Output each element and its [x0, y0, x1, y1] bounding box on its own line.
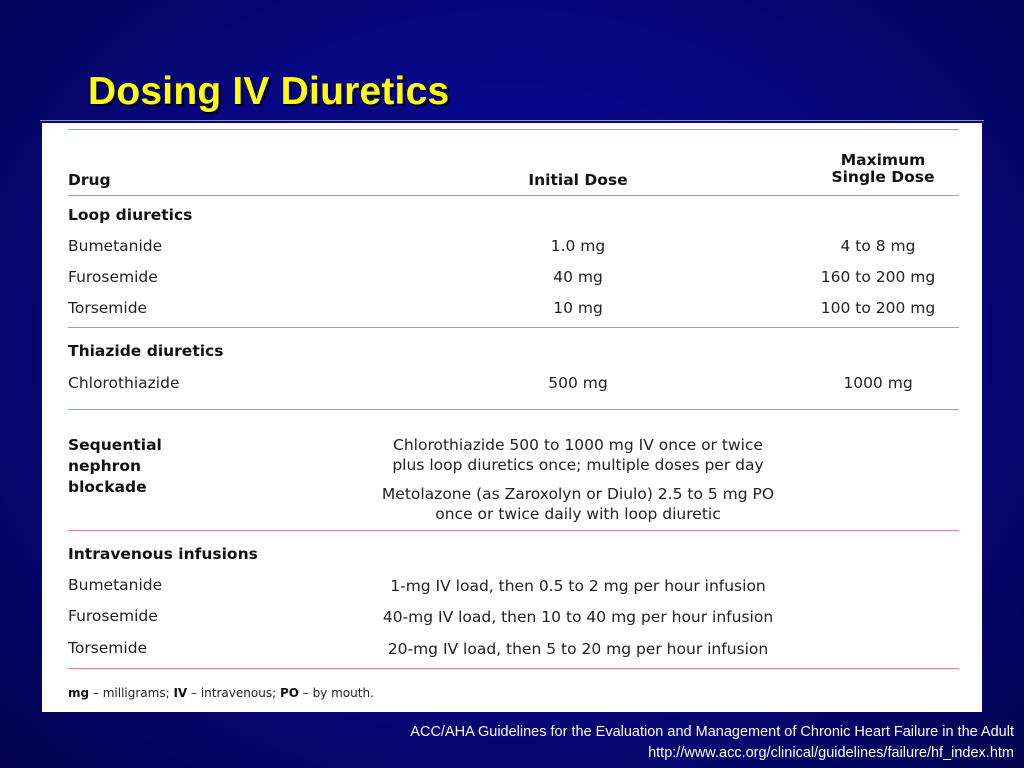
loop-drug-torsemide: Torsemide — [68, 299, 148, 317]
section-label-infusions: Intravenous infusions — [68, 545, 258, 563]
sequential-label-line3: blockade — [68, 478, 147, 496]
loop-initial-torsemide: 10 mg — [553, 299, 603, 317]
infusion-drug-furosemide: Furosemide — [68, 607, 158, 625]
infusion-drug-torsemide: Torsemide — [68, 639, 148, 657]
section-label-thiazide: Thiazide diuretics — [68, 342, 224, 360]
header-max-dose — [808, 152, 958, 186]
sequential-regimen-metolazone — [293, 484, 863, 524]
thiazide-drug-chlorothiazide: Chlorothiazide — [68, 374, 180, 392]
sequential-text1-line2: plus loop diuretics once; multiple doses per day — [392, 456, 764, 474]
title-divider — [40, 120, 984, 121]
footnote-mg-abbr: mg — [68, 686, 90, 700]
infusions-section-rule — [68, 668, 959, 669]
loop-drug-furosemide: Furosemide — [68, 268, 158, 286]
footnote-iv-abbr: IV — [173, 686, 188, 700]
infusion-drug-bumetanide: Bumetanide — [68, 576, 163, 594]
slide-title: Dosing IV Diuretics — [88, 70, 450, 113]
infusion-regimen-furosemide: 40-mg IV load, then 10 to 40 mg per hour infusion — [382, 608, 774, 626]
header-initial-dose: Initial Dose — [528, 171, 628, 189]
sequential-text1-line1: Chlorothiazide 500 to 1000 mg IV once or twice — [393, 436, 763, 454]
header-drug: Drug — [68, 171, 111, 189]
loop-max-bumetanide: 4 to 8 mg — [840, 237, 916, 255]
header-rule — [68, 195, 959, 196]
section-label-loop: Loop diuretics — [68, 206, 193, 224]
dosing-table — [42, 123, 982, 712]
sequential-label-line1: Sequential — [68, 436, 162, 454]
header-max-line1: Maximum — [840, 151, 926, 169]
source-citation — [410, 722, 1014, 764]
section-label-sequential — [68, 435, 162, 498]
sequential-section-rule — [68, 530, 959, 531]
loop-max-torsemide: 100 to 200 mg — [820, 299, 936, 317]
table-top-rule — [68, 129, 959, 130]
thiazide-max-chlorothiazide: 1000 mg — [843, 374, 913, 392]
sequential-regimen-chlorothiazide — [293, 435, 863, 475]
footnote-po-abbr: PO — [279, 686, 299, 700]
loop-drug-bumetanide: Bumetanide — [68, 237, 163, 255]
loop-initial-furosemide: 40 mg — [553, 268, 603, 286]
infusion-regimen-torsemide: 20-mg IV load, then 5 to 20 mg per hour infusion — [387, 640, 769, 658]
thiazide-initial-chlorothiazide: 500 mg — [548, 374, 608, 392]
footnote-mg-def: – milligrams; — [89, 686, 174, 700]
header-max-line2: Single Dose — [831, 168, 935, 186]
loop-section-rule — [68, 327, 959, 328]
loop-initial-bumetanide: 1.0 mg — [550, 237, 606, 255]
citation-title: ACC/AHA Guidelines for the Evaluation and Management of Chronic Heart Failure in the Adult — [410, 724, 1014, 740]
footnote-po-def: – by mouth. — [298, 686, 374, 700]
thiazide-section-rule — [68, 409, 959, 410]
infusion-regimen-bumetanide: 1-mg IV load, then 0.5 to 2 mg per hour infusion — [390, 577, 766, 595]
sequential-text2-line1: Metolazone (as Zaroxolyn or Diulo) 2.5 to 5 mg PO — [381, 485, 775, 503]
citation-url: http://www.acc.org/clinical/guidelines/failure/hf_index.htm — [648, 745, 1014, 761]
loop-max-furosemide: 160 to 200 mg — [820, 268, 936, 286]
sequential-text2-line2: once or twice daily with loop diuretic — [435, 505, 721, 523]
sequential-label-line2: nephron — [68, 457, 142, 475]
footnote-iv-def: – intravenous; — [187, 686, 280, 700]
table-footnote — [68, 684, 374, 702]
